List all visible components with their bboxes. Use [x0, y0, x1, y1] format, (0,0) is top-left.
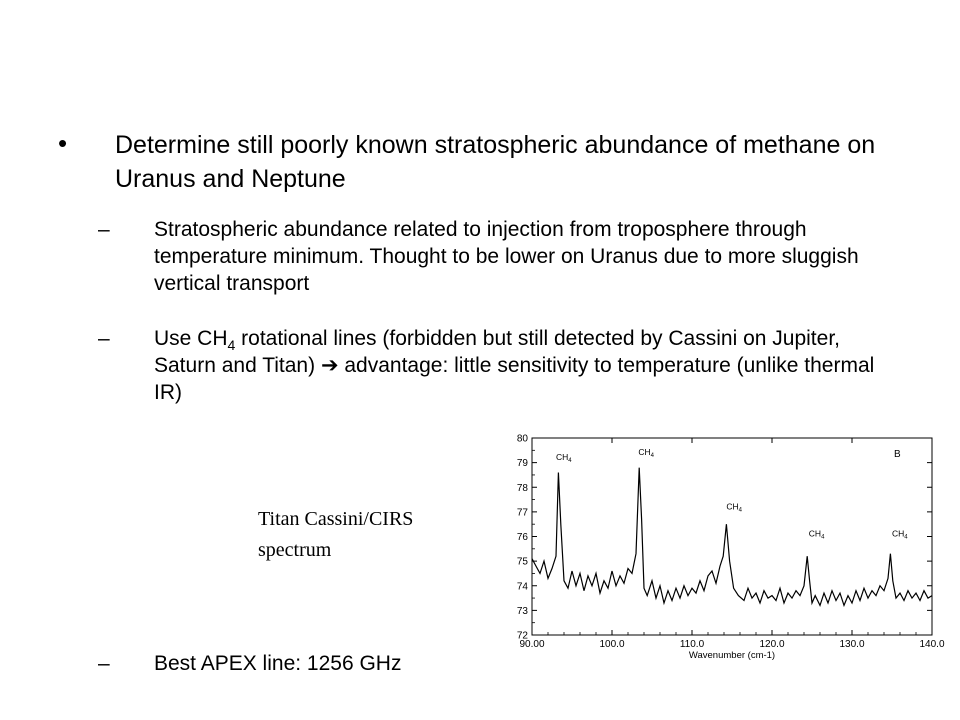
dash-marker: – — [98, 652, 110, 675]
main-bullet-text: Determine still poorly known stratospheric abundance of methane on Uranus and Neptune — [115, 131, 876, 193]
x-tick-label: 100.0 — [599, 639, 625, 650]
text-end: advantage: little sensitivity to temperature (unlike thermal IR) — [154, 354, 875, 404]
sub-item-text — [154, 325, 894, 406]
arrow-icon: ➔ — [320, 354, 339, 377]
text-before: Use CH — [154, 327, 228, 350]
y-tick-label: 74 — [516, 581, 528, 593]
ch4-peak-label: $CH_4$ — [556, 452, 572, 465]
y-tick-label: 77 — [516, 507, 528, 519]
y-tick-label: 78 — [516, 482, 528, 494]
ch4-peak-label: $CH_4$ — [638, 447, 655, 460]
x-tick-label: 90.00 — [519, 639, 545, 650]
figure-caption — [258, 504, 488, 566]
ch4-subscript: 4 — [650, 453, 655, 460]
ch4-peak-label: $CH_4$ — [892, 528, 908, 541]
x-tick-label: 140.0 — [919, 639, 945, 650]
y-tick-label: 80 — [516, 433, 528, 445]
y-tick-label: 76 — [516, 532, 528, 543]
y-tick-label: 73 — [516, 605, 528, 617]
spectrum-line — [532, 468, 932, 606]
sub-item-text: Best APEX line: 1256 GHz — [154, 652, 402, 675]
dash-marker: – — [98, 327, 110, 350]
ch4-peak-label: $CH_4$ — [808, 528, 825, 541]
x-tick-label: 120.0 — [759, 639, 785, 650]
sub-item-text: Stratospheric abundance related to injection from troposphere through temperature minimum. Thought to be lower on Uranus due to more sluggish vertical transport — [154, 218, 859, 295]
subscript-4: 4 — [227, 337, 236, 353]
x-tick-label: 110.0 — [679, 639, 705, 650]
text-middle: rotational lines (forbidden but still detected by Cassini on Jupiter, Saturn and Titan) — [154, 327, 840, 377]
ch4-subscript: 4 — [821, 534, 825, 541]
y-tick-label: 72 — [516, 630, 528, 642]
bullet-marker: • — [58, 128, 68, 158]
y-tick-label: 79 — [516, 458, 528, 470]
dash-marker: – — [98, 218, 110, 241]
ch4-peak-label: $CH_4$ — [726, 501, 743, 514]
caption-line-2: spectrum — [258, 539, 332, 561]
ch4-subscript: 4 — [738, 507, 743, 514]
x-tick-label: 130.0 — [839, 639, 865, 650]
caption-line-1: Titan Cassini/CIRS — [258, 508, 414, 530]
y-tick-label: 75 — [516, 556, 528, 568]
ch4-subscript: 4 — [904, 534, 908, 541]
panel-label: B — [894, 449, 901, 460]
ch4-subscript: 4 — [568, 458, 572, 465]
plot-frame — [532, 438, 932, 635]
spectrum-chart — [500, 428, 945, 661]
x-axis-label: Wavenumber (cm-1) — [688, 650, 776, 661]
